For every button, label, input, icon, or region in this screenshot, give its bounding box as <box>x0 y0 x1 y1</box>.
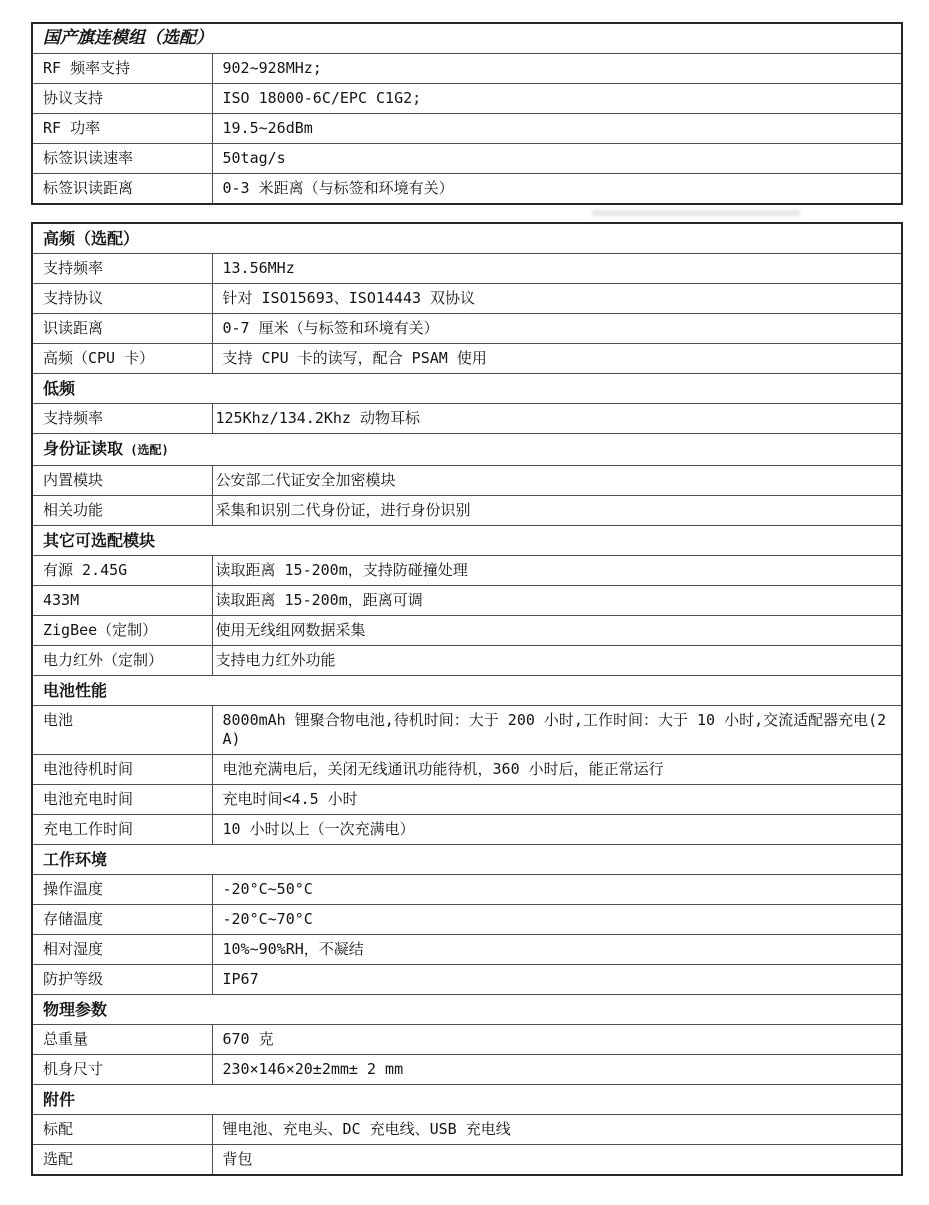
spec-row <box>32 1115 902 1145</box>
section-header: 电池性能 <box>32 676 902 706</box>
spec-row <box>32 284 902 314</box>
spec-value: 10%~90%RH，不凝结 <box>212 935 902 965</box>
spec-row <box>32 646 902 676</box>
spec-label: 支持频率 <box>32 254 212 284</box>
spec-label: 识读距离 <box>32 314 212 344</box>
spec-label: 标签识读速率 <box>32 144 212 174</box>
spec-value: 10 小时以上（一次充满电） <box>212 815 902 845</box>
main-spec-table <box>31 222 903 1176</box>
spec-label: 电力红外（定制） <box>32 646 212 676</box>
section-header: 附件 <box>32 1085 902 1115</box>
section-header: 高频（选配） <box>32 223 902 254</box>
section-header: 身份证读取 (选配) <box>32 434 902 466</box>
spec-row <box>32 586 902 616</box>
spec-value: 0-7 厘米（与标签和环境有关） <box>212 314 902 344</box>
section-header-row <box>32 845 902 875</box>
table-title: 国产旗连模组（选配） <box>32 23 902 54</box>
spec-value: 支持电力红外功能 <box>212 646 902 676</box>
spec-label: 电池 <box>32 706 212 755</box>
spec-value: 50tag/s <box>212 144 902 174</box>
spec-label: 总重量 <box>32 1025 212 1055</box>
section-header-row <box>32 1085 902 1115</box>
spec-row <box>32 556 902 586</box>
spec-label: 有源 2.45G <box>32 556 212 586</box>
spec-row <box>32 466 902 496</box>
section-header: 物理参数 <box>32 995 902 1025</box>
spec-row <box>32 616 902 646</box>
spec-label: RF 功率 <box>32 114 212 144</box>
spec-value: 19.5~26dBm <box>212 114 902 144</box>
spec-value: 公安部二代证安全加密模块 <box>212 466 902 496</box>
spec-label: 433M <box>32 586 212 616</box>
spec-label: 机身尺寸 <box>32 1055 212 1085</box>
uhf-module-table-body <box>32 23 902 204</box>
spec-value: 902~928MHz; <box>212 54 902 84</box>
spec-value: 采集和识别二代身份证，进行身份识别 <box>212 496 902 526</box>
spec-row <box>32 496 902 526</box>
spec-row <box>32 755 902 785</box>
spec-value: 0-3 米距离（与标签和环境有关） <box>212 174 902 205</box>
uhf-module-table <box>31 22 903 205</box>
spec-label: 支持频率 <box>32 404 212 434</box>
section-header-suffix: (选配) <box>123 443 169 457</box>
spec-row <box>32 1145 902 1176</box>
spec-label: 支持协议 <box>32 284 212 314</box>
spec-row <box>32 815 902 845</box>
section-header-row <box>32 526 902 556</box>
table-title-row <box>32 23 902 54</box>
spec-label: 电池待机时间 <box>32 755 212 785</box>
table-gap <box>31 205 903 222</box>
spec-label: ZigBee（定制） <box>32 616 212 646</box>
spec-value: 背包 <box>212 1145 902 1176</box>
spec-row <box>32 706 902 755</box>
spec-label: 内置模块 <box>32 466 212 496</box>
spec-label: 操作温度 <box>32 875 212 905</box>
spec-row <box>32 404 902 434</box>
spec-row <box>32 785 902 815</box>
spec-row <box>32 84 902 114</box>
spec-value: IP67 <box>212 965 902 995</box>
section-header: 低频 <box>32 374 902 404</box>
spec-label: 存储温度 <box>32 905 212 935</box>
spec-row <box>32 144 902 174</box>
spec-value: 电池充满电后，关闭无线通讯功能待机，360 小时后，能正常运行 <box>212 755 902 785</box>
main-spec-table-body <box>32 223 902 1175</box>
spec-value: 读取距离 15-200m，支持防碰撞处理 <box>212 556 902 586</box>
spec-label: 充电工作时间 <box>32 815 212 845</box>
spec-value: 125Khz/134.2Khz 动物耳标 <box>212 404 902 434</box>
spec-value: 8000mAh 锂聚合物电池,待机时间：大于 200 小时,工作时间：大于 10 小时,交流适配器充电(2A) <box>212 706 902 755</box>
spec-label: 相关功能 <box>32 496 212 526</box>
spec-label: 电池充电时间 <box>32 785 212 815</box>
spec-row <box>32 1055 902 1085</box>
spec-row <box>32 174 902 205</box>
spec-row <box>32 54 902 84</box>
section-header-row <box>32 676 902 706</box>
spec-row <box>32 965 902 995</box>
spec-value: -20°C~50°C <box>212 875 902 905</box>
spec-value: -20°C~70°C <box>212 905 902 935</box>
spec-value: 670 克 <box>212 1025 902 1055</box>
spec-value: 13.56MHz <box>212 254 902 284</box>
spec-row <box>32 935 902 965</box>
spec-label: 防护等级 <box>32 965 212 995</box>
spec-label: 协议支持 <box>32 84 212 114</box>
ghost-artifact <box>591 210 801 216</box>
spec-value: 230×146×20±2mm± 2 mm <box>212 1055 902 1085</box>
spec-label: RF 频率支持 <box>32 54 212 84</box>
spec-row <box>32 314 902 344</box>
section-header-row <box>32 223 902 254</box>
spec-label: 标配 <box>32 1115 212 1145</box>
spec-value: 支持 CPU 卡的读写，配合 PSAM 使用 <box>212 344 902 374</box>
spec-row <box>32 344 902 374</box>
spec-label: 相对湿度 <box>32 935 212 965</box>
spec-label: 高频（CPU 卡） <box>32 344 212 374</box>
section-header-row <box>32 434 902 466</box>
spec-label: 标签识读距离 <box>32 174 212 205</box>
spec-row <box>32 905 902 935</box>
section-header-row <box>32 995 902 1025</box>
section-header: 工作环境 <box>32 845 902 875</box>
spec-value: 使用无线组网数据采集 <box>212 616 902 646</box>
section-header: 其它可选配模块 <box>32 526 902 556</box>
spec-value: ISO 18000-6C/EPC C1G2; <box>212 84 902 114</box>
spec-label: 选配 <box>32 1145 212 1176</box>
spec-value: 针对 ISO15693、ISO14443 双协议 <box>212 284 902 314</box>
spec-value: 充电时间<4.5 小时 <box>212 785 902 815</box>
section-header-row <box>32 374 902 404</box>
spec-row <box>32 254 902 284</box>
spec-value: 读取距离 15-200m，距离可调 <box>212 586 902 616</box>
spec-row <box>32 1025 902 1055</box>
spec-value: 锂电池、充电头、DC 充电线、USB 充电线 <box>212 1115 902 1145</box>
spec-row <box>32 114 902 144</box>
spec-row <box>32 875 902 905</box>
